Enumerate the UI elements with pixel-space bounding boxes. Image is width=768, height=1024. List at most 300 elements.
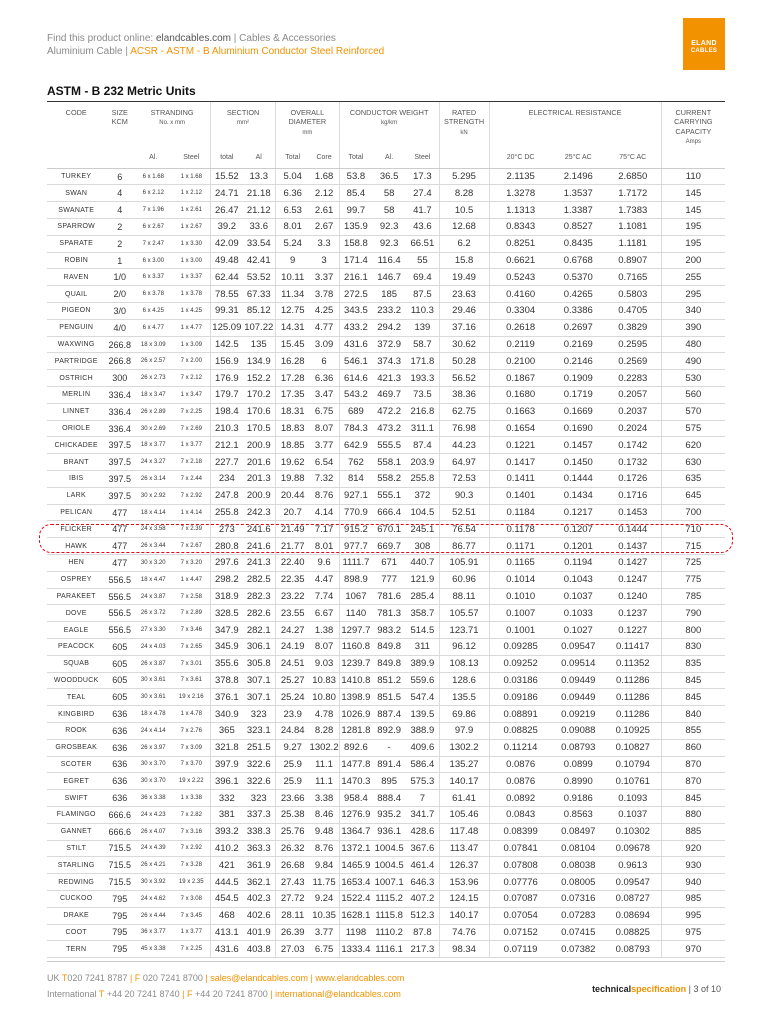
- cell-rated-strength: 88.11: [439, 588, 489, 605]
- cell-res-75ac: 0.08793: [605, 941, 661, 958]
- cell-diameter-total: 26.32: [275, 840, 309, 857]
- cell-code: GROSBEAK: [47, 739, 105, 756]
- cell-section-total: 454.5: [211, 890, 243, 907]
- cell-res-25ac: 0.0899: [552, 756, 605, 773]
- cell-diameter-total: 27.03: [275, 941, 309, 958]
- cell-res-25ac: 0.08005: [552, 874, 605, 891]
- cell-section-total: 179.7: [211, 387, 243, 404]
- cell-rated-strength: 105.91: [439, 555, 489, 572]
- cell-strand-steel: 7 x 3.70: [172, 756, 210, 773]
- cell-code: SWIFT: [47, 790, 105, 807]
- cell-rated-strength: 8.28: [439, 185, 489, 202]
- cell-res-75ac: 0.1240: [605, 588, 661, 605]
- cell-code: FLICKER: [47, 521, 105, 538]
- cell-res-20dc: 0.2618: [489, 319, 552, 336]
- cell-code: SWANATE: [47, 202, 105, 219]
- cell-res-20dc: 0.07119: [489, 941, 552, 958]
- cell-strand-steel: 1 x 4.77: [172, 319, 210, 336]
- cell-section-al: 241.6: [243, 538, 276, 555]
- cell-strand-steel: 1 x 2.12: [172, 185, 210, 202]
- cell-res-20dc: 0.1401: [489, 487, 552, 504]
- cell-section-total: 413.1: [211, 924, 243, 941]
- cell-strand-steel: 7 x 3.08: [172, 890, 210, 907]
- cell-strand-al: 6 x 3.37: [134, 269, 172, 286]
- table-row: [47, 605, 725, 622]
- cell-weight-total: 892.6: [339, 739, 372, 756]
- cell-section-al: 307.1: [243, 689, 276, 706]
- cell-section-total: 247.8: [211, 487, 243, 504]
- logo-line-2: CABLES: [690, 48, 718, 54]
- cell-section-total: 198.4: [211, 403, 243, 420]
- cell-weight-steel: 73.5: [406, 387, 439, 404]
- cell-section-total: 15.52: [211, 168, 243, 185]
- cell-diameter-core: 9.84: [309, 857, 339, 874]
- cell-section-total: 444.5: [211, 874, 243, 891]
- footer-website-link[interactable]: www.elandcables.com: [315, 973, 405, 983]
- cell-weight-total: 762: [339, 454, 372, 471]
- cell-weight-al: 469.7: [372, 387, 406, 404]
- cell-res-75ac: 1.1081: [605, 219, 661, 236]
- cell-res-25ac: 0.5370: [552, 269, 605, 286]
- cell-code: SQUAB: [47, 655, 105, 672]
- cell-weight-steel: 646.3: [406, 874, 439, 891]
- cell-section-al: 402.3: [243, 890, 276, 907]
- cell-section-total: 62.44: [211, 269, 243, 286]
- cell-strand-steel: 7 x 3.01: [172, 655, 210, 672]
- cell-current-capacity: 340: [661, 303, 725, 320]
- cell-size: 4: [105, 202, 134, 219]
- cell-res-20dc: 0.1171: [489, 538, 552, 555]
- cell-weight-steel: 514.5: [406, 622, 439, 639]
- cell-weight-total: 1276.9: [339, 806, 372, 823]
- cell-diameter-total: 8.01: [275, 219, 309, 236]
- cell-size: 556.5: [105, 622, 134, 639]
- cell-diameter-core: 8.01: [309, 538, 339, 555]
- cell-strand-al: 6 x 3.00: [134, 252, 172, 269]
- cell-strand-al: 24 x 4.23: [134, 806, 172, 823]
- footer-uk-email-link[interactable]: sales@elandcables.com: [210, 973, 308, 983]
- table-row: [47, 706, 725, 723]
- table-title: ASTM - B 232 Metric Units: [47, 84, 196, 98]
- cell-res-20dc: 0.1014: [489, 571, 552, 588]
- cell-weight-steel: 87.8: [406, 924, 439, 941]
- cell-weight-al: 849.8: [372, 655, 406, 672]
- cell-weight-total: 1653.4: [339, 874, 372, 891]
- cell-section-al: 282.6: [243, 605, 276, 622]
- cell-current-capacity: 790: [661, 605, 725, 622]
- cell-strand-steel: 1 x 3.37: [172, 269, 210, 286]
- cell-section-al: 362.1: [243, 874, 276, 891]
- cell-weight-steel: 311: [406, 639, 439, 656]
- header-site-link[interactable]: elandcables.com: [155, 33, 231, 44]
- cell-section-al: 13.3: [243, 168, 276, 185]
- cell-res-20dc: 0.1007: [489, 605, 552, 622]
- cell-diameter-total: 23.66: [275, 790, 309, 807]
- cell-size: 266.8: [105, 353, 134, 370]
- cell-section-al: 201.6: [243, 454, 276, 471]
- table-row: [47, 269, 725, 286]
- cell-res-25ac: 0.07382: [552, 941, 605, 958]
- cell-section-total: 212.1: [211, 437, 243, 454]
- footer-uk-phone: 020 7241 8787: [67, 973, 128, 983]
- cell-section-al: 282.5: [243, 571, 276, 588]
- cell-res-75ac: 0.1726: [605, 471, 661, 488]
- cell-diameter-total: 25.27: [275, 672, 309, 689]
- cell-strand-steel: 7 x 3.09: [172, 739, 210, 756]
- cell-weight-steel: 341.7: [406, 806, 439, 823]
- cell-diameter-total: 19.62: [275, 454, 309, 471]
- cell-res-75ac: 0.1247: [605, 571, 661, 588]
- cell-diameter-core: 4.14: [309, 504, 339, 521]
- cell-strand-al: 24 x 3.27: [134, 454, 172, 471]
- cell-weight-total: 1140: [339, 605, 372, 622]
- cell-code: TURKEY: [47, 168, 105, 185]
- cell-strand-al: 18 x 4.14: [134, 504, 172, 521]
- cell-rated-strength: 38.36: [439, 387, 489, 404]
- cell-strand-al: 18 x 4.78: [134, 706, 172, 723]
- table-row: [47, 857, 725, 874]
- cell-size: 3/0: [105, 303, 134, 320]
- cell-section-total: 321.8: [211, 739, 243, 756]
- cell-weight-steel: 407.2: [406, 890, 439, 907]
- cell-weight-al: 851.5: [372, 689, 406, 706]
- cell-section-al: 323.1: [243, 722, 276, 739]
- table-row: [47, 252, 725, 269]
- cell-size: 477: [105, 555, 134, 572]
- header-line-2: [47, 46, 384, 59]
- cell-section-total: 26.47: [211, 202, 243, 219]
- cell-res-75ac: 0.08694: [605, 907, 661, 924]
- cell-section-al: 322.6: [243, 756, 276, 773]
- cell-res-20dc: 0.1178: [489, 521, 552, 538]
- cell-res-20dc: 0.1411: [489, 471, 552, 488]
- cell-weight-al: 891.4: [372, 756, 406, 773]
- footer-uk-line: UK T020 7241 8787 | F 020 7241 8700 | sales@elandcables.com | www.elandcables.com: [47, 973, 405, 983]
- cell-res-20dc: 1.1313: [489, 202, 552, 219]
- cell-diameter-core: 7.74: [309, 588, 339, 605]
- cell-weight-al: 1004.5: [372, 840, 406, 857]
- cell-code: MERLIN: [47, 387, 105, 404]
- cell-section-total: 210.3: [211, 420, 243, 437]
- cell-size: 4/0: [105, 319, 134, 336]
- cell-section-al: 241.3: [243, 555, 276, 572]
- cell-current-capacity: 255: [661, 269, 725, 286]
- breadcrumb-acsr[interactable]: ACSR - ASTM - B Aluminium Conductor Steel Reinforced: [130, 45, 385, 57]
- footer-rule: [47, 961, 725, 962]
- cell-rated-strength: 97.9: [439, 722, 489, 739]
- cell-size: 605: [105, 655, 134, 672]
- cell-weight-al: 935.2: [372, 806, 406, 823]
- cell-res-75ac: 0.1742: [605, 437, 661, 454]
- table-row: [47, 924, 725, 941]
- cell-res-75ac: 0.1437: [605, 538, 661, 555]
- cell-res-20dc: 0.1165: [489, 555, 552, 572]
- cell-current-capacity: 940: [661, 874, 725, 891]
- cell-current-capacity: 110: [661, 168, 725, 185]
- cell-res-75ac: 0.11352: [605, 655, 661, 672]
- cell-strand-steel: 7 x 2.12: [172, 370, 210, 387]
- cell-rated-strength: 105.57: [439, 605, 489, 622]
- sub-header: total: [211, 147, 243, 168]
- cell-section-total: 431.6: [211, 941, 243, 958]
- cell-rated-strength: 69.86: [439, 706, 489, 723]
- table-row: [47, 571, 725, 588]
- cell-strand-steel: 1 x 4.25: [172, 303, 210, 320]
- cell-weight-steel: 87.4: [406, 437, 439, 454]
- cell-weight-al: 849.8: [372, 639, 406, 656]
- cell-diameter-total: 15.45: [275, 336, 309, 353]
- cell-weight-total: 927.1: [339, 487, 372, 504]
- breadcrumb-aluminium-cable[interactable]: Aluminium Cable: [47, 45, 123, 57]
- cell-section-al: 21.12: [243, 202, 276, 219]
- cell-strand-al: 26 x 4.07: [134, 823, 172, 840]
- cell-diameter-core: 7.32: [309, 471, 339, 488]
- cell-strand-steel: 7 x 2.00: [172, 353, 210, 370]
- cell-weight-al: 1007.1: [372, 874, 406, 891]
- cell-current-capacity: 845: [661, 672, 725, 689]
- cell-strand-steel: 7 x 3.16: [172, 823, 210, 840]
- cell-current-capacity: 530: [661, 370, 725, 387]
- cell-strand-steel: 7 x 2.89: [172, 605, 210, 622]
- cell-weight-total: 1465.9: [339, 857, 372, 874]
- cell-res-20dc: 0.0843: [489, 806, 552, 823]
- cell-weight-al: 777: [372, 571, 406, 588]
- cell-strand-al: 6 x 3.78: [134, 286, 172, 303]
- cell-size: 477: [105, 538, 134, 555]
- cell-size: 636: [105, 756, 134, 773]
- cell-section-al: 170.6: [243, 403, 276, 420]
- cell-rated-strength: 108.13: [439, 655, 489, 672]
- cell-code: SCOTER: [47, 756, 105, 773]
- cell-diameter-total: 20.44: [275, 487, 309, 504]
- cell-res-25ac: 0.09547: [552, 639, 605, 656]
- cell-section-al: 251.5: [243, 739, 276, 756]
- sub-header: Total: [339, 147, 372, 168]
- cell-res-25ac: 0.09449: [552, 672, 605, 689]
- cell-weight-steel: 285.4: [406, 588, 439, 605]
- cell-rated-strength: 64.97: [439, 454, 489, 471]
- cell-diameter-total: 5.04: [275, 168, 309, 185]
- sub-header: Al.: [372, 147, 406, 168]
- cell-strand-al: 24 x 4.03: [134, 639, 172, 656]
- cell-rated-strength: 30.62: [439, 336, 489, 353]
- cell-strand-steel: 7 x 2.67: [172, 538, 210, 555]
- cell-weight-total: 689: [339, 403, 372, 420]
- cell-strand-steel: 19 x 2.22: [172, 773, 210, 790]
- cell-res-25ac: 0.1909: [552, 370, 605, 387]
- table-row: [47, 823, 725, 840]
- cell-diameter-total: 28.11: [275, 907, 309, 924]
- cell-size: 2/0: [105, 286, 134, 303]
- cell-section-total: 176.9: [211, 370, 243, 387]
- cell-strand-steel: 19 x 2.35: [172, 874, 210, 891]
- cell-section-al: 338.3: [243, 823, 276, 840]
- cell-code: PEACOCK: [47, 639, 105, 656]
- cell-res-25ac: 0.07415: [552, 924, 605, 941]
- cell-diameter-total: 25.38: [275, 806, 309, 823]
- cell-diameter-total: 22.35: [275, 571, 309, 588]
- cell-rated-strength: 113.47: [439, 840, 489, 857]
- cell-section-total: 393.2: [211, 823, 243, 840]
- cell-res-75ac: 0.2283: [605, 370, 661, 387]
- header-suffix: Cables & Accessories: [239, 33, 336, 44]
- cell-weight-steel: 121.9: [406, 571, 439, 588]
- cell-res-25ac: 0.1194: [552, 555, 605, 572]
- table-row: [47, 487, 725, 504]
- cell-rated-strength: 56.52: [439, 370, 489, 387]
- cell-weight-steel: 27.4: [406, 185, 439, 202]
- cell-diameter-core: 9.6: [309, 555, 339, 572]
- cell-code: GANNET: [47, 823, 105, 840]
- cell-section-total: 297.6: [211, 555, 243, 572]
- cell-current-capacity: 985: [661, 890, 725, 907]
- cell-diameter-core: 6.36: [309, 370, 339, 387]
- cell-rated-strength: 5.295: [439, 168, 489, 185]
- cell-res-25ac: 0.1444: [552, 471, 605, 488]
- cell-strand-al: 7 x 2.47: [134, 235, 172, 252]
- cell-current-capacity: 800: [661, 622, 725, 639]
- footer-uk-t: T: [61, 973, 68, 983]
- cell-section-al: 307.1: [243, 672, 276, 689]
- cell-diameter-total: 9: [275, 252, 309, 269]
- cell-res-20dc: 0.07054: [489, 907, 552, 924]
- cell-weight-al: 936.1: [372, 823, 406, 840]
- cell-weight-al: 1116.1: [372, 941, 406, 958]
- cell-diameter-total: 16.28: [275, 353, 309, 370]
- cell-rated-strength: 96.12: [439, 639, 489, 656]
- cell-res-20dc: 0.08825: [489, 722, 552, 739]
- cell-weight-steel: 7: [406, 790, 439, 807]
- cell-weight-total: 343.5: [339, 303, 372, 320]
- cell-code: STARLING: [47, 857, 105, 874]
- table-row: [47, 471, 725, 488]
- cell-weight-al: 233.2: [372, 303, 406, 320]
- cell-rated-strength: 29.46: [439, 303, 489, 320]
- cell-strand-steel: 7 x 2.44: [172, 471, 210, 488]
- cell-weight-steel: 58.7: [406, 336, 439, 353]
- cell-weight-total: 53.8: [339, 168, 372, 185]
- cell-strand-steel: 7 x 3.20: [172, 555, 210, 572]
- cell-diameter-core: 9.03: [309, 655, 339, 672]
- cell-res-75ac: 0.11286: [605, 689, 661, 706]
- cell-res-75ac: 0.1732: [605, 454, 661, 471]
- cell-rated-strength: 52.51: [439, 504, 489, 521]
- cell-weight-steel: 388.9: [406, 722, 439, 739]
- cell-weight-total: 1410.8: [339, 672, 372, 689]
- sub-header: Total: [275, 147, 309, 168]
- cell-res-75ac: 0.1237: [605, 605, 661, 622]
- cell-strand-al: 6 x 2.12: [134, 185, 172, 202]
- cell-res-25ac: 0.09449: [552, 689, 605, 706]
- cell-section-al: 33.54: [243, 235, 276, 252]
- cell-code: HEN: [47, 555, 105, 572]
- cell-section-total: 365: [211, 722, 243, 739]
- cell-weight-al: 558.2: [372, 471, 406, 488]
- table-row: [47, 319, 725, 336]
- cell-size: 266.8: [105, 336, 134, 353]
- cell-section-al: 337.3: [243, 806, 276, 823]
- cell-diameter-total: 26.68: [275, 857, 309, 874]
- cell-weight-total: 1067: [339, 588, 372, 605]
- cell-strand-al: 26 x 3.97: [134, 739, 172, 756]
- table-row: [47, 655, 725, 672]
- table-row: [47, 790, 725, 807]
- col-current-capacity: CURRENT CARRYING CAPACITY Amps: [661, 102, 725, 147]
- cell-section-al: 282.1: [243, 622, 276, 639]
- cell-strand-al: 26 x 3.14: [134, 471, 172, 488]
- cell-strand-al: 24 x 4.62: [134, 890, 172, 907]
- cell-diameter-core: 4.77: [309, 319, 339, 336]
- cell-strand-al: 24 x 4.14: [134, 722, 172, 739]
- cell-res-20dc: 0.1184: [489, 504, 552, 521]
- cell-diameter-total: 26.39: [275, 924, 309, 941]
- cell-size: 336.4: [105, 403, 134, 420]
- cell-weight-steel: 428.6: [406, 823, 439, 840]
- cell-weight-al: 1004.5: [372, 857, 406, 874]
- cell-size: 795: [105, 924, 134, 941]
- cell-rated-strength: 135.27: [439, 756, 489, 773]
- cell-weight-steel: 66.51: [406, 235, 439, 252]
- cell-res-75ac: 0.2024: [605, 420, 661, 437]
- cell-strand-al: 7 x 1.96: [134, 202, 172, 219]
- cell-strand-al: 18 x 3.47: [134, 387, 172, 404]
- cell-strand-al: 30 x 3.20: [134, 555, 172, 572]
- sub-header: 20°C DC: [489, 147, 552, 168]
- cell-weight-steel: 193.3: [406, 370, 439, 387]
- cell-code: FLAMINGO: [47, 806, 105, 823]
- table-row: [47, 185, 725, 202]
- footer-intl-email-link[interactable]: international@elandcables.com: [275, 989, 401, 999]
- cell-section-total: 280.8: [211, 538, 243, 555]
- cell-weight-steel: 87.5: [406, 286, 439, 303]
- cell-section-total: 156.9: [211, 353, 243, 370]
- cell-strand-steel: 1 x 3.30: [172, 235, 210, 252]
- cell-weight-al: 670.1: [372, 521, 406, 538]
- cell-rated-strength: 124.15: [439, 890, 489, 907]
- cell-res-25ac: 0.1033: [552, 605, 605, 622]
- cell-res-20dc: 1.3278: [489, 185, 552, 202]
- cell-weight-al: 58: [372, 202, 406, 219]
- cell-size: 397.5: [105, 454, 134, 471]
- cell-res-25ac: 0.9186: [552, 790, 605, 807]
- cell-size: 605: [105, 689, 134, 706]
- cell-code: ORIOLE: [47, 420, 105, 437]
- col-size: SIZE KCM: [111, 108, 128, 127]
- cell-size: 397.5: [105, 471, 134, 488]
- cell-current-capacity: 295: [661, 286, 725, 303]
- cell-strand-steel: 7 x 3.28: [172, 857, 210, 874]
- cell-weight-al: 888.4: [372, 790, 406, 807]
- cell-size: 556.5: [105, 605, 134, 622]
- cell-diameter-total: 23.22: [275, 588, 309, 605]
- cell-diameter-core: 6: [309, 353, 339, 370]
- cell-rated-strength: 153.96: [439, 874, 489, 891]
- cell-weight-al: 669.7: [372, 538, 406, 555]
- table-row: [47, 235, 725, 252]
- cell-diameter-core: 6.75: [309, 403, 339, 420]
- footer-intl-line: International T +44 20 7241 8740 | F +44 20 7241 8700 | international@elandcables.com: [47, 989, 401, 999]
- table-row: [47, 504, 725, 521]
- cell-code: DOVE: [47, 605, 105, 622]
- cell-code: TEAL: [47, 689, 105, 706]
- cell-rated-strength: 86.77: [439, 538, 489, 555]
- table-row: [47, 219, 725, 236]
- cell-res-75ac: 2.6850: [605, 168, 661, 185]
- cell-diameter-total: 25.76: [275, 823, 309, 840]
- table-row: [47, 387, 725, 404]
- cell-strand-steel: 7 x 2.25: [172, 941, 210, 958]
- cell-diameter-total: 10.11: [275, 269, 309, 286]
